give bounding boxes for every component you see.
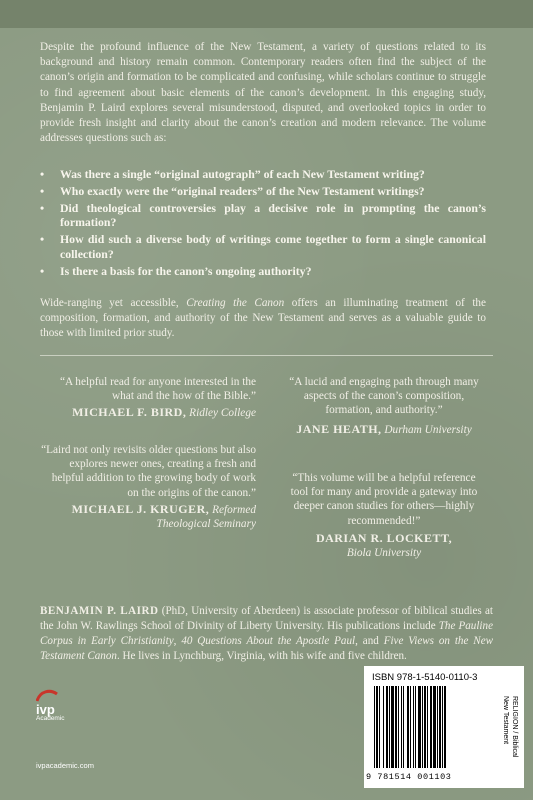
publisher-logo-subtext: Academic bbox=[36, 715, 65, 722]
barcode-bar bbox=[383, 686, 384, 768]
author-name: BENJAMIN P. LAIRD bbox=[40, 605, 159, 617]
question-item: • Who exactly were the “original readers” of the New Testament writings? bbox=[40, 183, 425, 198]
endorsement bbox=[40, 443, 256, 531]
bisac-label: RELIGION / Biblical New Testament bbox=[502, 696, 518, 758]
barcode-bar bbox=[389, 686, 390, 768]
publisher-logo-text: ivp bbox=[36, 702, 55, 717]
barcode-digits: 9 781514 001103 bbox=[366, 772, 452, 782]
barcode-bar bbox=[437, 686, 438, 768]
endorsement-quote: “This volume will be a helpful reference tool for many and provide a gateway into deeper canon studies for others—highly recommended!” bbox=[290, 472, 478, 527]
barcode-bar bbox=[403, 686, 404, 768]
barcode-bar bbox=[442, 686, 443, 768]
endorsement-quote: “A lucid and engaging path through many aspects of the canon’s composition, formation, and authority.” bbox=[289, 376, 479, 417]
description-intro: Despite the profound influence of the New Testament, a variety of questions related to its background and history remain common. Contemporary readers often find the subject of the canon’s origin and formation to be complicated and confusing, while scholars continue to struggle to find agreement about basic elements of the canon’s development. In this engaging study, Benjamin P. Laird explores several misunderstood, disputed, and overlooked topics in order to provide fresh insight and clarity about the canon’s creation and modern relevance. The volume addresses questions such as: bbox=[40, 41, 486, 145]
barcode-bar bbox=[439, 686, 441, 768]
barcode-bar bbox=[398, 686, 399, 768]
barcode-bar bbox=[395, 686, 397, 768]
endorsement bbox=[40, 375, 256, 421]
barcode-bar bbox=[379, 686, 380, 768]
endorser-affiliation: Biola University bbox=[346, 547, 422, 560]
question-item: • Is there a basis for the canon’s ongoing authority? bbox=[40, 263, 312, 278]
barcode-bar bbox=[422, 686, 423, 768]
barcode-bar bbox=[386, 686, 388, 768]
endorser-affiliation: Ridley College bbox=[189, 407, 256, 420]
barcode-bar bbox=[374, 686, 375, 768]
question-item: • Was there a single “original autograph” of each New Testament writing? bbox=[40, 167, 425, 181]
endorsement bbox=[284, 471, 484, 560]
publisher-website: ivpacademic.com bbox=[36, 761, 94, 770]
barcode-bar bbox=[430, 686, 432, 768]
book-title: The Pauline Corpus in Early Christianity bbox=[40, 620, 493, 647]
barcode-bar bbox=[444, 686, 446, 768]
top-edge-band bbox=[0, 0, 533, 28]
barcode-bar bbox=[391, 686, 394, 768]
endorsement-quote: “Laird not only revisits older questions but also explores newer ones, creating a fresh and helpful addition to the growing body of work on the origins of the canon.” bbox=[41, 444, 256, 499]
barcode-bar bbox=[418, 686, 421, 768]
endorser-name: JANE HEATH, bbox=[296, 421, 382, 436]
book-title: Five Views on the New Testament Canon bbox=[40, 635, 494, 662]
barcode-bar bbox=[413, 686, 414, 768]
author-bio: BENJAMIN P. LAIRD (PhD, University of Aberdeen) is associate professor of biblical studies at the John W. Rawlings School of Divinity of Liberty University. His publications include The Pauline Corpus in Early Christianity, 40 Questions About the Apostle Paul, and Five Views on the New Testament Canon. He lives in Lynchburg, Virginia, with his wife and five children. bbox=[40, 605, 494, 662]
endorser-name: DARIAN R. LOCKETT, bbox=[315, 530, 453, 545]
barcode-bar bbox=[401, 686, 402, 768]
ivp-logo-icon bbox=[36, 688, 58, 702]
book-title: 40 Questions About the Apostle Paul bbox=[181, 635, 356, 647]
question-item: • Did theological controversies play a decisive role in prompting the canon’s formation? bbox=[40, 200, 486, 230]
barcode-bar bbox=[415, 686, 416, 768]
publisher-block bbox=[36, 688, 116, 770]
endorser-affiliation: Reformed Theological Seminary bbox=[156, 503, 256, 531]
endorser-affiliation: Durham University bbox=[384, 423, 472, 436]
description-closing: Wide-ranging yet accessible, Creating the Canon offers an illuminating treatment of the composition, formation, and authority of the New Testament and serves as a valuable guide to those with limited prior study. bbox=[40, 297, 486, 340]
endorsement-quote: “A helpful read for anyone interested in the what and the how of the Bible.” bbox=[59, 376, 256, 403]
barcode-bar bbox=[407, 686, 409, 768]
question-list bbox=[40, 167, 486, 281]
section-divider bbox=[40, 355, 493, 356]
endorser-name: MICHAEL F. BIRD, bbox=[72, 405, 187, 420]
book-title: Creating the Canon bbox=[186, 297, 285, 309]
barcode-bar bbox=[427, 686, 428, 768]
endorser-name: MICHAEL J. KRUGER, bbox=[71, 501, 210, 516]
barcode-bar bbox=[433, 686, 436, 768]
barcode-bar bbox=[424, 686, 426, 768]
isbn-label: ISBN 978-1-5140-0110-3 bbox=[372, 672, 478, 683]
isbn-barcode-box bbox=[364, 666, 524, 788]
endorsement bbox=[284, 375, 484, 437]
barcode-bar bbox=[410, 686, 411, 768]
question-item: • How did such a diverse body of writings come together to form a single canonical collection? bbox=[40, 232, 486, 261]
barcode-bar bbox=[376, 686, 378, 768]
